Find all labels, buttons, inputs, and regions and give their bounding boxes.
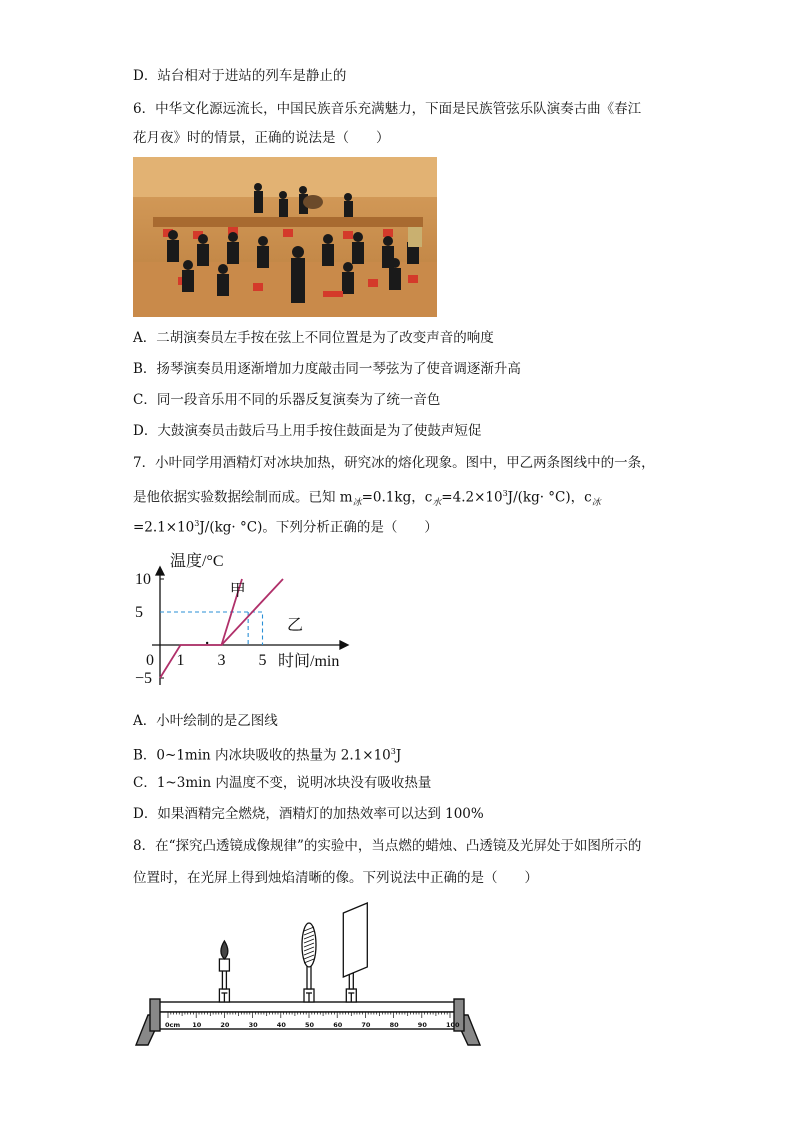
q8-stem-line2: 位置时，在光屏上得到烛焰清晰的像。下列说法中正确的是（ ） — [133, 870, 538, 886]
y-tick-label: 10 — [135, 571, 151, 588]
q6-option-c: C．同一段音乐用不同的乐器反复演奏为了统一音色 — [133, 392, 441, 408]
light-screen — [343, 903, 367, 977]
scale-label: 70 — [361, 1021, 371, 1029]
orchestra-photo — [133, 157, 437, 317]
q8-stem-line1: 8．在“探究凸透镜成像规律”的实验中，当点燃的蜡烛、凸透镜及光屏处于如图所示的 — [133, 838, 642, 854]
q6-option-b: B．扬琴演奏员用逐渐增加力度敲击同一琴弦为了使音调逐渐升高 — [133, 361, 521, 377]
melting-graph — [120, 545, 370, 695]
y-axis-label: 温度/°C — [170, 553, 224, 570]
small-dot — [206, 642, 208, 644]
lens-stand — [307, 965, 311, 989]
x-axis-arrow — [340, 641, 348, 649]
q5-option-d: D．站台相对于进站的列车是静止的 — [133, 68, 347, 84]
scale-label: 30 — [248, 1021, 258, 1029]
optical-bench-diagram — [128, 897, 488, 1052]
q7-option-a: A．小叶绘制的是乙图线 — [133, 713, 278, 729]
scale-label: 80 — [389, 1021, 399, 1029]
scale-label: 100 — [446, 1021, 460, 1029]
q7-option-c: C．1~3min 内温度不变，说明冰块没有吸收热量 — [133, 775, 432, 791]
scale-label-origin: 0cm — [165, 1021, 181, 1029]
x-tick-label: 1 — [176, 652, 185, 669]
scale-label: 60 — [333, 1021, 343, 1029]
candle-body — [219, 959, 229, 971]
scale-label: 50 — [305, 1021, 315, 1029]
screen-stand — [349, 973, 353, 989]
scale-label: 90 — [417, 1021, 427, 1029]
q7-stem-line1: 7．小叶同学用酒精灯对冰块加热，研究冰的熔化现象。图中，甲乙两条图线中的一条， — [133, 455, 655, 471]
series-label: 甲 — [229, 580, 246, 600]
q7-option-d: D．如果酒精完全燃烧，酒精灯的加热效率可以达到 100% — [133, 806, 484, 822]
y-tick-label: −5 — [135, 670, 153, 687]
q6-option-a: A．二胡演奏员左手按在弦上不同位置是为了改变声音的响度 — [133, 330, 494, 346]
series-label: 乙 — [287, 614, 304, 634]
scale-label: 40 — [276, 1021, 286, 1029]
x-tick-label: 0 — [146, 652, 154, 669]
q7-stem-line3: $=2.1\times 10^3J/(kg\cdot ^\circ C)$。下列分析正确的是（ ） — [133, 519, 438, 536]
y-axis-arrow — [156, 567, 164, 575]
q6-stem-line2: 花月夜》时的情景，正确的说法是（ ） — [133, 130, 390, 146]
candle-stand — [222, 969, 226, 989]
x-tick-label: 5 — [258, 652, 267, 669]
x-axis-label: 时间/min — [278, 653, 340, 670]
y-tick-label: 5 — [135, 604, 143, 621]
scale-label: 10 — [192, 1021, 202, 1029]
bench-left-end — [150, 999, 160, 1031]
q7-stem-line2: 是他依据实验数据绘制而成。已知 $m_冰=0.1kg$，$c_水=4.2\times 10^3J/(kg\cdot ^\circ C)$，$c_冰$ — [133, 489, 601, 509]
x-tick-label: 3 — [217, 652, 226, 669]
bench-rail — [156, 1002, 458, 1012]
q6-option-d: D．大鼓演奏员击鼓后马上用手按住鼓面是为了使鼓声短促 — [133, 423, 482, 439]
candle-flame — [221, 941, 228, 959]
q7-option-b: B．0~1min 内冰块吸收的热量为 $2.1\times 10^3J$ — [133, 747, 402, 764]
scale-label: 20 — [220, 1021, 230, 1029]
q6-stem-line1: 6．中华文化源远流长，中国民族音乐充满魅力，下面是民族管弦乐队演奏古曲《春江 — [133, 101, 642, 117]
